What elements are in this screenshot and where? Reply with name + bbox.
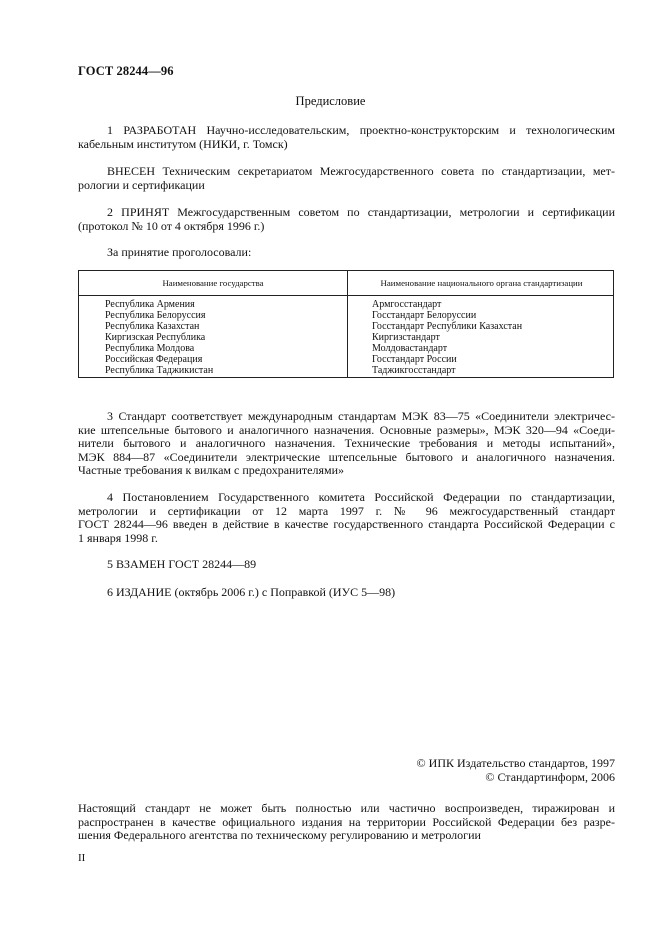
paragraph-text: ВНЕСЕН Техническим секретариатом Межгосударственного совета по стандартизации, мет- <box>107 164 615 178</box>
paragraph-adopted <box>78 206 615 233</box>
paragraph-voted <box>78 246 615 260</box>
table-cell-body: Госстандарт Республики Казахстан <box>372 321 523 332</box>
paragraph-line: (протокол № 10 от 4 октября 1996 г.) <box>78 218 265 233</box>
paragraph-resolution <box>78 491 615 545</box>
paragraph-line <box>78 586 615 600</box>
paragraph-text: 5 ВЗАМЕН ГОСТ 28244—89 <box>107 557 257 571</box>
voting-table <box>78 270 614 378</box>
table-header-divider <box>79 295 613 296</box>
paragraph-text: 4 Постановлением Государственного комитета Российской Федерации по стандартизации, <box>107 490 615 504</box>
paragraph-line: нители бытового и аналогичного назначения. Технические требования и методы испытаний», <box>78 436 615 451</box>
paragraph-text: За принятие проголосовали: <box>107 245 252 259</box>
paragraph-line: метрологии и сертификации от 12 марта 1997 г. № 96 межгосударственный стандарт <box>78 503 615 518</box>
table-cell-state: Республика Таджикистан <box>105 365 214 376</box>
paragraph-text: 3 Стандарт соответствует международным стандартам МЭК 83—75 «Соединители электричес- <box>107 409 615 423</box>
paragraph-introduced <box>78 165 615 192</box>
table-cell-body: Молдовастандарт <box>372 343 448 354</box>
table-cell-state: Российская Федерация <box>105 354 203 365</box>
paragraph-line <box>78 124 615 138</box>
paragraph-line: кабельным институтом (НИКИ, г. Томск) <box>78 136 288 151</box>
notice-line: распространен в качестве официального издания на территории Российской Федерации без разре- <box>78 814 615 829</box>
paragraph-line: Частные требования к вилкам с предохранителями» <box>78 463 344 478</box>
paragraph-developed <box>78 124 615 151</box>
table-cell-state: Республика Казахстан <box>105 321 200 332</box>
paragraph-text: 2 ПРИНЯТ Межгосударственным советом по стандартизации, метрологии и сертификации <box>107 205 615 219</box>
table-cell-body: Киргизстандарт <box>372 332 440 343</box>
paragraph-line <box>78 410 615 424</box>
table-column-states <box>105 299 213 376</box>
paragraph-line: кие штепсельные бытового и аналогичного назначения. Основные размеры», МЭК 320—94 «Соеди- <box>78 422 615 437</box>
paragraph-line <box>78 558 615 572</box>
paragraph-text: 1 РАЗРАБОТАН Научно-исследовательским, проектно-конструкторским и технологическим <box>107 123 615 137</box>
paragraph-line: 1 января 1998 г. <box>78 530 158 545</box>
paragraph-edition <box>78 586 615 600</box>
table-header-state: Наименование государства <box>162 278 264 288</box>
paragraph-line <box>78 491 615 505</box>
notice-line <box>78 802 615 816</box>
copyright-line: © Стандартинформ, 2006 <box>485 769 615 784</box>
paragraph-line: ГОСТ 28244—96 введен в действие в качестве государственного стандарта Российской Федерации с <box>78 517 615 532</box>
page-number: II <box>78 852 86 864</box>
paragraph-line: рологии и сертификации <box>78 177 205 192</box>
paragraph-replaces <box>78 558 615 572</box>
paragraph-line <box>78 165 615 179</box>
copyright-line: © ИПК Издательство стандартов, 1997 <box>416 756 615 770</box>
paragraph-line <box>78 206 615 220</box>
table-cell-state: Республика Молдова <box>105 343 195 354</box>
table-cell-body: Госстандарт Белоруссии <box>372 310 477 321</box>
table-cell-state: Республика Белоруссия <box>105 310 206 321</box>
table-cell-state: Республика Армения <box>105 299 195 310</box>
notice-text: Настоящий стандарт не может быть полностью или частично воспроизведен, тиражирован и <box>78 801 615 815</box>
preface-title: Предисловие <box>295 94 366 108</box>
table-cell-state: Киргизская Республика <box>105 332 206 343</box>
reproduction-notice <box>78 802 615 843</box>
document-code: ГОСТ 28244—96 <box>78 64 174 78</box>
table-cell-body: Армгосстандарт <box>372 299 442 310</box>
table-column-bodies <box>372 299 522 376</box>
notice-line: шения Федерального агентства по техническому регулированию и метрологии <box>78 828 481 843</box>
paragraph-text: 6 ИЗДАНИЕ (октябрь 2006 г.) с Поправкой (ИУС 5—98) <box>107 585 396 599</box>
paragraph-line: МЭК 884—87 «Соединители электрические штепсельные бытового и аналогичного назначения. <box>78 449 615 464</box>
paragraph-line <box>78 246 615 260</box>
table-header-body: Наименование национального органа стандартизации <box>380 278 583 288</box>
copyright-block <box>417 757 615 784</box>
table-cell-body: Госстандарт России <box>372 354 457 365</box>
table-cell-body: Таджикгосстандарт <box>372 365 456 376</box>
paragraph-conformity <box>78 410 615 478</box>
